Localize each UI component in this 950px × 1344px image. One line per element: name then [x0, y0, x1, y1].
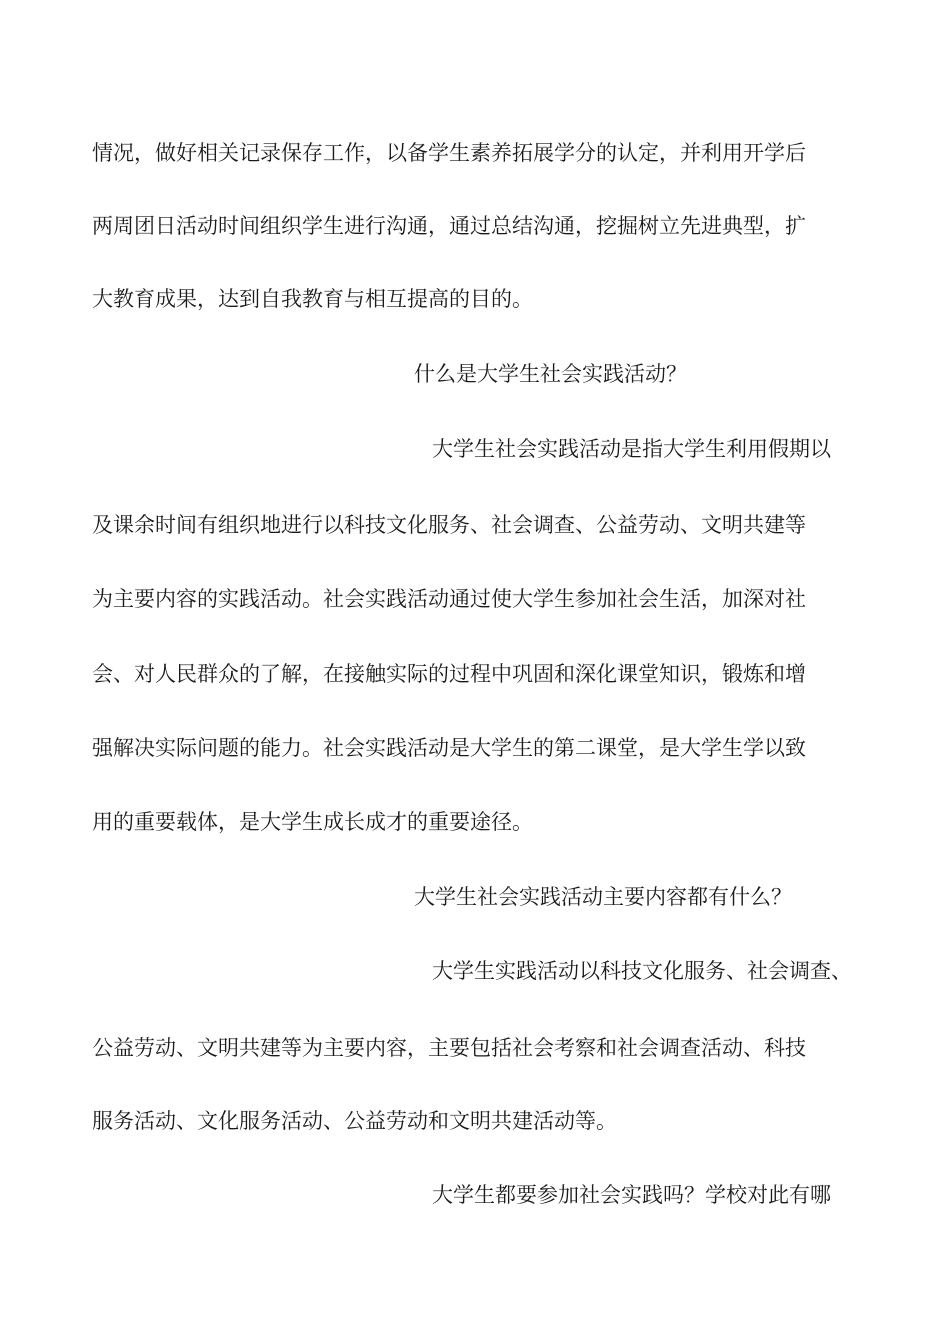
paragraph-line: 用的重要载体，是大学生成长成才的重要途径。 — [92, 810, 533, 834]
paragraph-line: 大教育成果，达到自我教育与相互提高的目的。 — [92, 287, 533, 311]
paragraph-line: 大学生社会实践活动是指大学生利用假期以 — [432, 437, 831, 461]
paragraph-line: 及课余时间有组织地进行以科技文化服务、社会调查、公益劳动、文明共建等 — [92, 513, 806, 537]
section-heading: 大学生都要参加社会实践吗？学校对此有哪 — [432, 1183, 831, 1207]
paragraph-line: 会、对人民群众的了解，在接触实际的过程中巩固和深化课堂知识，锻炼和增 — [92, 662, 806, 686]
paragraph-line: 为主要内容的实践活动。社会实践活动通过使大学生参加社会生活，加深对社 — [92, 587, 806, 611]
paragraph-line: 强解决实际问题的能力。社会实践活动是大学生的第二课堂，是大学生学以致 — [92, 736, 806, 760]
section-heading: 什么是大学生社会实践活动？ — [414, 362, 687, 386]
paragraph-line: 服务活动、文化服务活动、公益劳动和文明共建活动等。 — [92, 1109, 617, 1133]
paragraph-line: 公益劳动、文明共建等为主要内容，主要包括社会考察和社会调查活动、科技 — [92, 1036, 806, 1060]
paragraph-line: 大学生实践活动以科技文化服务、社会调查、 — [432, 959, 852, 983]
paragraph-line: 情况，做好相关记录保存工作，以备学生素养拓展学分的认定，并利用开学后 — [92, 141, 806, 165]
section-heading: 大学生社会实践活动主要内容都有什么？ — [414, 885, 792, 909]
paragraph-line: 两周团日活动时间组织学生进行沟通，通过总结沟通，挖掘树立先进典型，扩 — [92, 214, 806, 238]
